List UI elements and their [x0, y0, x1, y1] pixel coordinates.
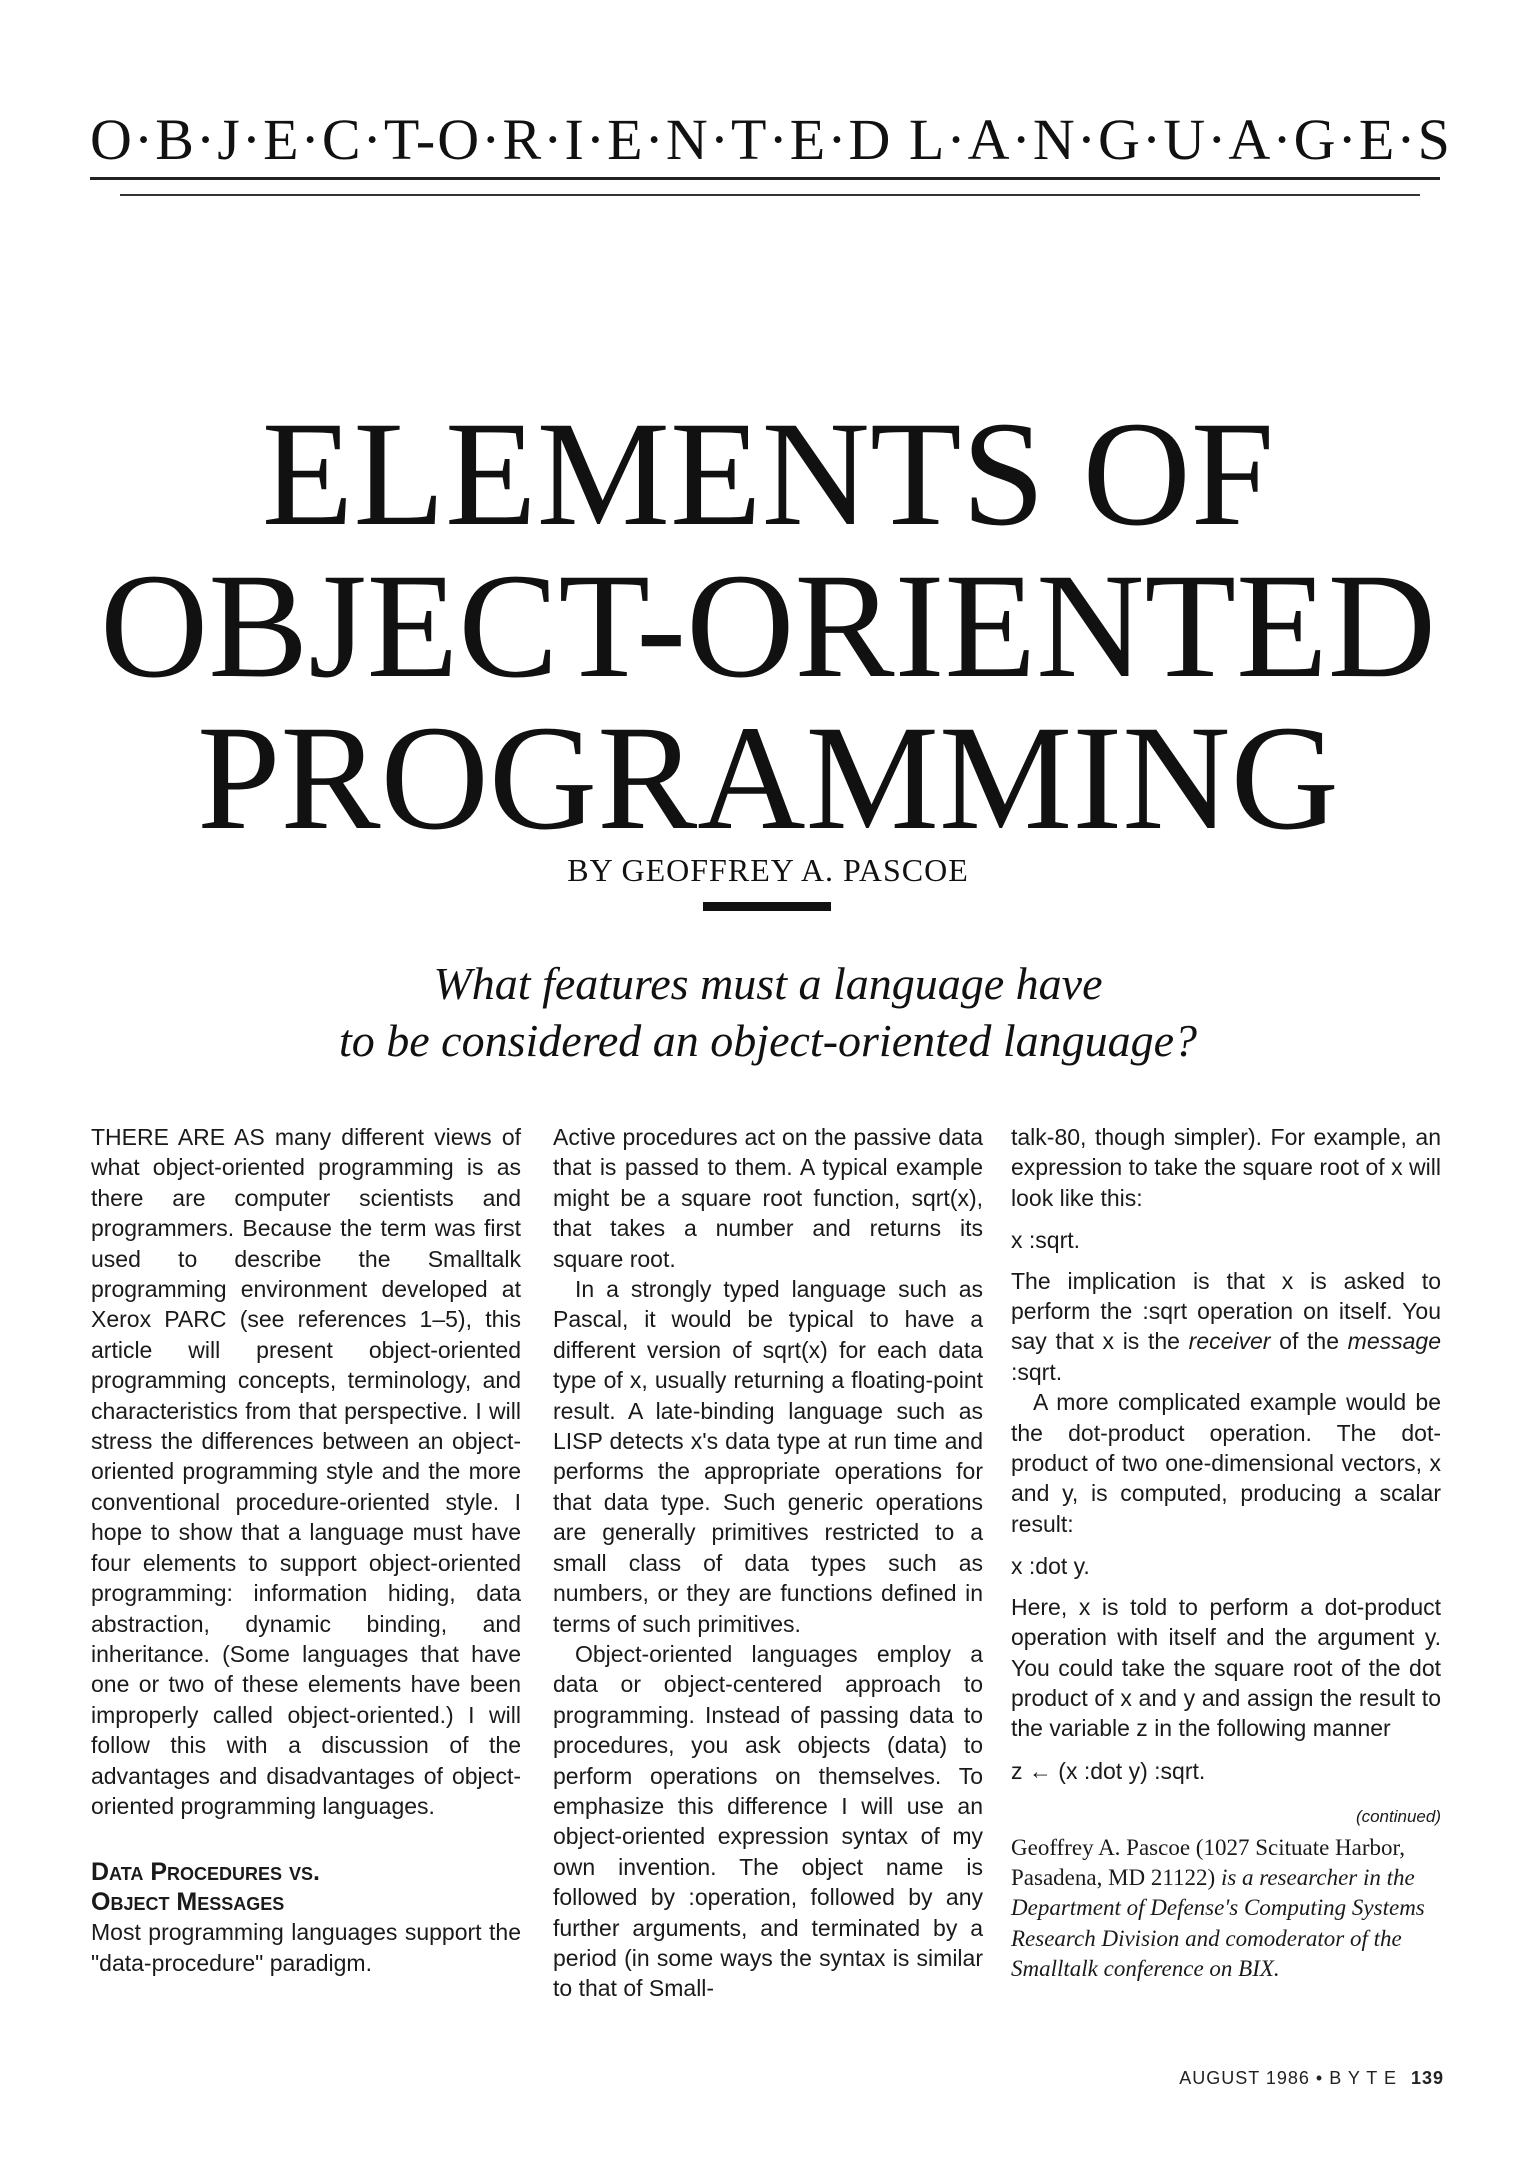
- body-paragraph: Object-oriented languages employ a data or object-centered approach to programming. Instead of passing data to procedures, you ask objects (data) to perform operations on themselves. To emphasize this difference I will use an object-oriented expression syntax of my own invention. The object name is followed by :operation, followed by any further arguments, and terminated by a period (in some ways the syntax is similar to that of Small-: [553, 1640, 983, 2002]
- author-bio: [1011, 1833, 1441, 1985]
- header-rule-thick: [90, 177, 1440, 180]
- bio-text: is a researcher in the Department of Defense's Computing Systems Research Division and comoderator of the Smalltalk conference on BIX.: [1011, 1864, 1425, 1982]
- body-paragraph: Here, x is told to perform a dot-product operation with itself and the argument y. You could take the square root of the dot product of x and y and assign the result to the variable z in the following manner: [1011, 1593, 1441, 1742]
- intro-text: many different views of what object-oriented programming is as there are computer scientists and programmers. Because the term was first used to describe the Smalltalk programming environment developed at Xerox PARC (see references 1–5), this article will present object-oriented programming concepts, terminology, and characteristics from that perspective. I will stress the differences between an object-oriented programming style and the more conventional procedure-oriented style. I hope to show that a language must have four elements to support object-oriented programming: information hiding, data abstraction, dynamic binding, and inheritance. (Some languages that have one or two of these elements have been improperly called object-oriented.) I will follow this with a discussion of the advantages and disadvantages of object-oriented programming languages.: [91, 1124, 521, 1819]
- title-line-1: ELEMENTS OF: [261, 391, 1275, 557]
- section-header: O·B·J·E·C·T-O·R·I·E·N·T·E·D L·A·N·G·U·A·G·E·S: [90, 107, 1452, 172]
- deck-line-2: to be considered an object-oriented language?: [338, 1015, 1198, 1066]
- code-example: x :sqrt.: [1011, 1227, 1081, 1254]
- body-paragraph: Most programming languages support the "data-procedure" paradigm.: [91, 1919, 521, 1976]
- emphasis: receiver: [1188, 1328, 1271, 1355]
- subhead: [91, 1857, 521, 1917]
- body-paragraph: A more complicated example would be the dot-product operation. The dot-product of two one-dimensional vectors, x and y, is computed, producing a scalar result:: [1011, 1389, 1441, 1537]
- body-paragraph: talk-80, though simpler). For example, an expression to take the square root of x will look like this:: [1011, 1124, 1441, 1211]
- column-1: [91, 1122, 521, 1978]
- text-run: The implication is that x is asked to perform the :sqrt operation on itself. You say that x is the: [1011, 1267, 1441, 1355]
- article-title: [0, 391, 1536, 861]
- text-run: :sqrt.: [1011, 1358, 1063, 1385]
- emphasis: message: [1347, 1328, 1441, 1355]
- column-2: [553, 1122, 983, 2004]
- body-paragraph: [1011, 1266, 1441, 1388]
- byline-bar: [703, 902, 831, 911]
- continued-note: (continued): [1355, 1807, 1441, 1827]
- issue-label: AUGUST 1986 • B Y T E: [1179, 2068, 1397, 2088]
- deck: [0, 955, 1536, 1069]
- body-paragraph: Active procedures act on the passive data that is passed to them. A typical example might be a square root function, sqrt(x), that takes a number and returns its square root.: [553, 1124, 983, 1272]
- lead-in: THERE ARE AS: [91, 1124, 265, 1150]
- code-example: z ← (x :dot y) :sqrt.: [1011, 1757, 1206, 1784]
- intro-paragraph: [91, 1122, 521, 1821]
- text-run: of the: [1270, 1328, 1348, 1355]
- bio-name: Geoffrey A. Pascoe (1027 Scituate Harbor, Pasadena, MD 21122): [1011, 1834, 1406, 1890]
- page-footer: [1130, 2068, 1444, 2089]
- code-example: x :dot y.: [1011, 1553, 1090, 1580]
- page-number: 139: [1410, 2068, 1444, 2088]
- title-line-2: OBJECT-ORIENTED: [99, 543, 1437, 709]
- header-rule-thin: [120, 194, 1420, 196]
- subhead-line-2: Object Messages: [91, 1888, 285, 1917]
- body-paragraph: In a strongly typed language such as Pascal, it would be typical to have a different version of sqrt(x) for each data type of x, usually returning a floating-point result. A late-binding language such as LISP detects x's data type at run time and performs the appropriate operations for that data type. Such generic operations are generally primitives restricted to a small class of data types such as numbers, or they are functions defined in terms of such primitives.: [553, 1276, 983, 1637]
- title-line-3: PROGRAMMING: [197, 695, 1339, 861]
- subhead-line-1: Data Procedures vs.: [91, 1858, 320, 1887]
- deck-line-1: What features must a language have: [433, 958, 1103, 1009]
- byline: BY GEOFFREY A. PASCOE: [567, 852, 969, 888]
- column-3: [1011, 1122, 1441, 1985]
